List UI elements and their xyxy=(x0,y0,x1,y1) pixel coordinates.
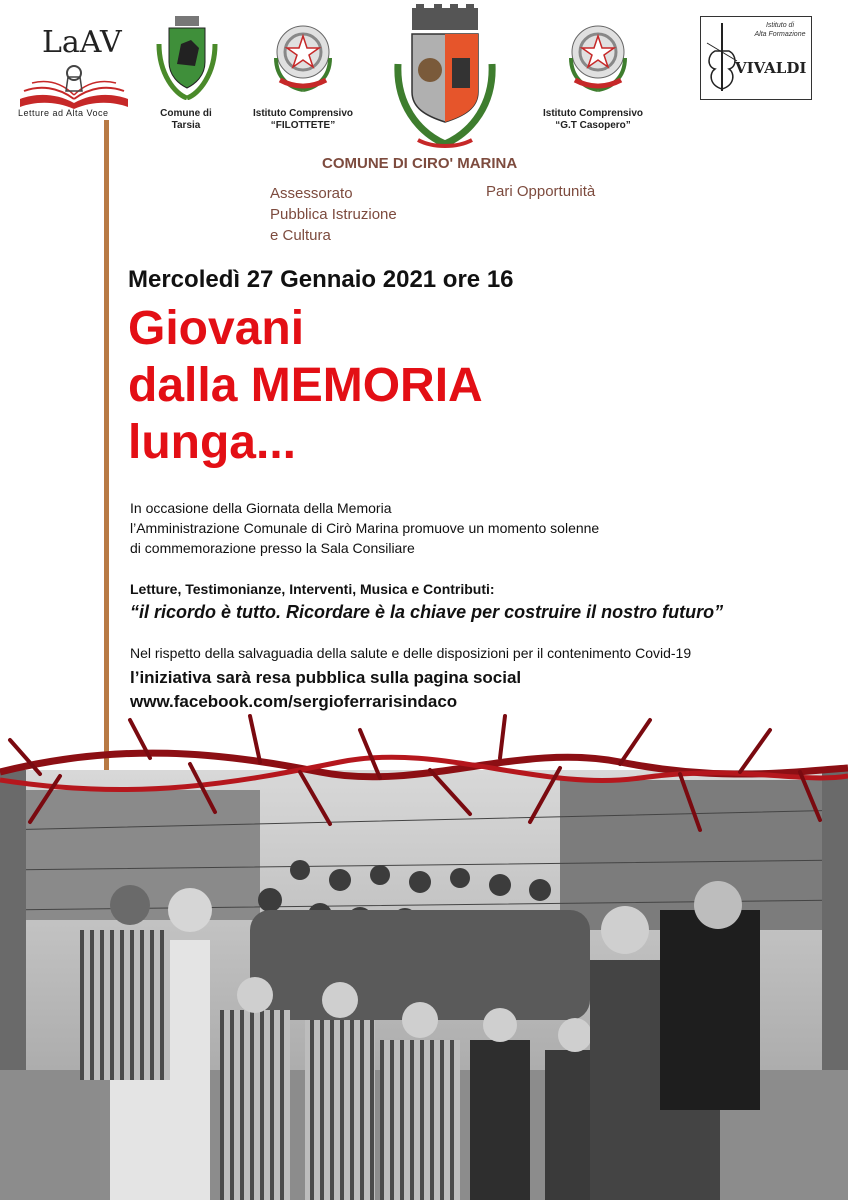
italian-republic-emblem-icon-2 xyxy=(565,18,631,94)
tarsia-caption: Comune di Tarsia xyxy=(160,108,212,131)
intro-line-1: In occasione della Giornata della Memoria xyxy=(130,500,392,516)
vivaldi-name: VIVALDI xyxy=(735,59,807,77)
covid-notice: Nel rispetto della salvaguadia della salute e delle disposizioni per il contenimento Covid-19 xyxy=(130,645,692,661)
vivaldi-logo xyxy=(700,16,812,100)
event-date: Mercoledì 27 Gennaio 2021 ore 16 xyxy=(128,266,514,293)
laav-logo xyxy=(12,25,132,125)
program-line: Letture, Testimonianze, Interventi, Musica e Contributi: xyxy=(130,581,495,597)
violin-icon xyxy=(705,21,739,95)
facebook-url[interactable]: www.facebook.com/sergioferrarisindaco xyxy=(130,692,458,711)
intro-line-2: l’Amministrazione Comunale di Cirò Marina promuove un momento solenne xyxy=(130,520,600,536)
barbed-wire-decoration xyxy=(0,712,848,842)
vivaldi-subtitle: Istituto di Alta Formazione xyxy=(754,22,806,38)
vertical-divider-line xyxy=(104,120,109,770)
italian-republic-emblem-icon xyxy=(270,18,336,94)
memory-quote: “il ricordo è tutto. Ricordare è la chiave per costruire il nostro futuro” xyxy=(130,602,724,622)
ciro-marina-crest-icon xyxy=(388,4,502,152)
tarsia-crest-icon xyxy=(155,14,219,100)
intro-line-3: di commemorazione presso la Sala Consiliare xyxy=(130,540,415,556)
assessorato-text: Assessorato Pubblica Istruzione e Cultura xyxy=(270,185,397,244)
laav-logo-mark: LaAV xyxy=(42,25,122,60)
casopero-caption: Istituto Comprensivo “G.T Casopero” xyxy=(542,108,643,131)
comune-heading: COMUNE DI CIRO' MARINA xyxy=(322,155,518,172)
event-title: Giovani dalla MEMORIA lunga... xyxy=(128,302,483,469)
social-notice: l’iniziativa sarà resa pubblica sulla pagina social xyxy=(130,668,522,687)
laav-logo-subtitle: Letture ad Alta Voce xyxy=(18,108,109,118)
pari-opportunita-text: Pari Opportunità xyxy=(486,183,596,200)
open-book-icon xyxy=(16,63,132,109)
filottete-caption: Istituto Comprensivo “FILOTTETE” xyxy=(252,108,353,131)
